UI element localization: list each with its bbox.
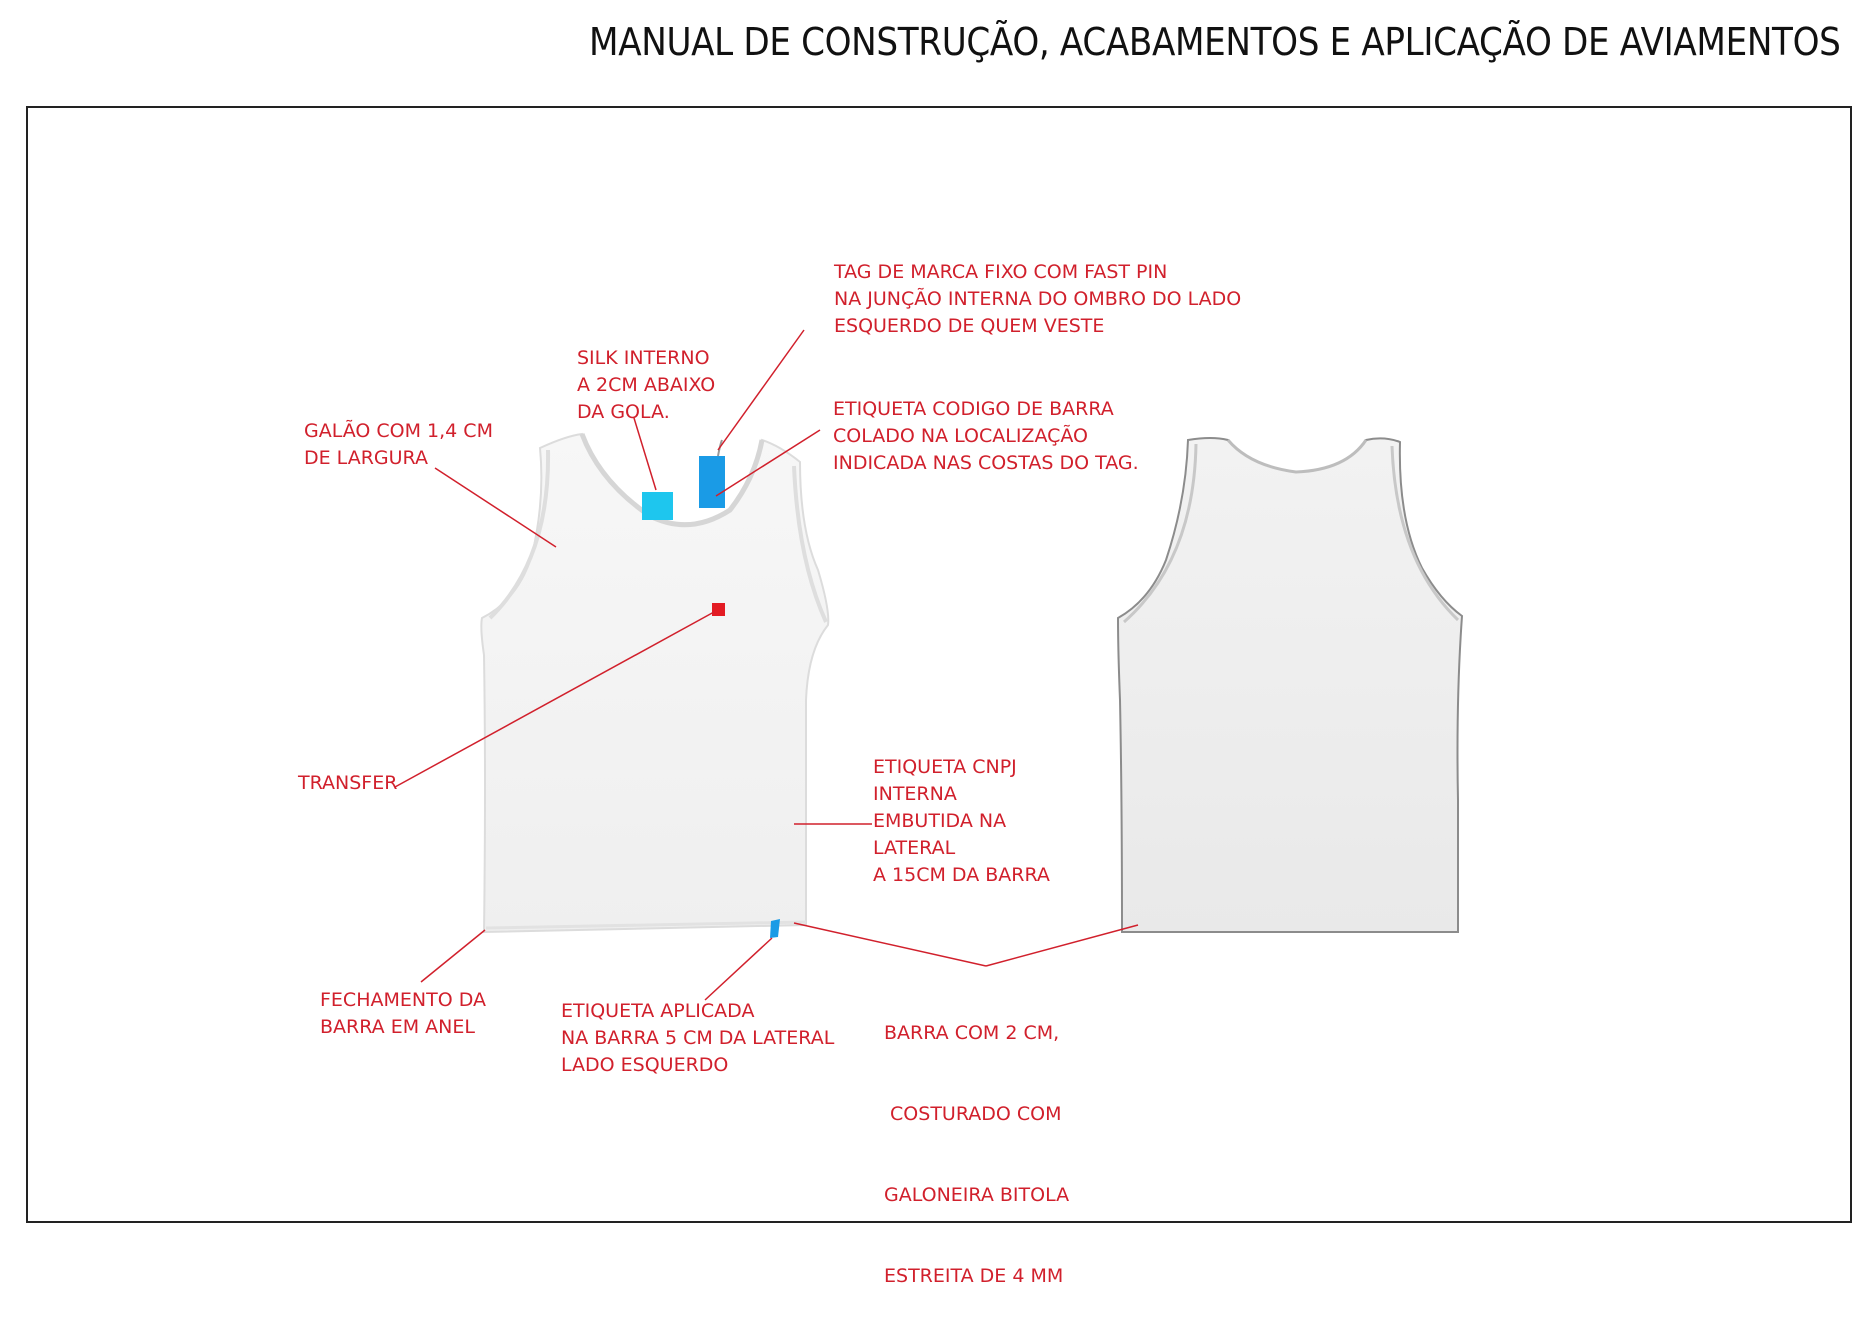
note-etiqueta-cnpj: ETIQUETA CNPJ INTERNA EMBUTIDA NA LATERAL A 15CM DA BARRA <box>873 756 1050 886</box>
tag-marker <box>699 456 725 508</box>
leader-etiqueta-aplicada <box>705 938 772 1000</box>
page-title: MANUAL DE CONSTRUÇÃO, ACABAMENTOS E APLICAÇÃO DE AVIAMENTOS <box>588 20 1840 64</box>
leader-barra-back <box>986 925 1138 966</box>
note-etiqueta-aplicada: ETIQUETA APLICADA NA BARRA 5 CM DA LATERAL LADO ESQUERDO <box>561 1000 835 1076</box>
silk-marker <box>642 492 673 520</box>
note-fechamento: FECHAMENTO DA BARRA EM ANEL <box>320 989 486 1038</box>
hem-label-marker <box>770 919 780 938</box>
transfer-marker <box>712 603 725 616</box>
leader-barra-front <box>794 923 986 966</box>
note-silk-interno: SILK INTERNO A 2CM ABAIXO DA GOLA. <box>577 347 716 423</box>
note-etiqueta-codigo-barra: ETIQUETA CODIGO DE BARRA COLADO NA LOCALIZAÇÃO INDICADA NAS COSTAS DO TAG. <box>833 398 1139 474</box>
note-barra: BARRA COM 2 CM, COSTURADO COM GALONEIRA BITOLA ESTREITA DE 4 MM <box>884 1022 1070 1287</box>
leader-fechamento <box>421 930 485 982</box>
leader-silk <box>634 418 656 490</box>
note-transfer: TRANSFER <box>298 772 398 794</box>
leader-galao <box>435 468 556 547</box>
note-tag-marca: TAG DE MARCA FIXO COM FAST PIN NA JUNÇÃO INTERNA DO OMBRO DO LADO ESQUERDO DE QUEM VESTE <box>834 261 1242 337</box>
note-galao: GALÃO COM 1,4 CM DE LARGURA <box>304 420 493 469</box>
leader-tag-marca <box>718 330 804 450</box>
tank-top-back <box>1118 438 1462 932</box>
